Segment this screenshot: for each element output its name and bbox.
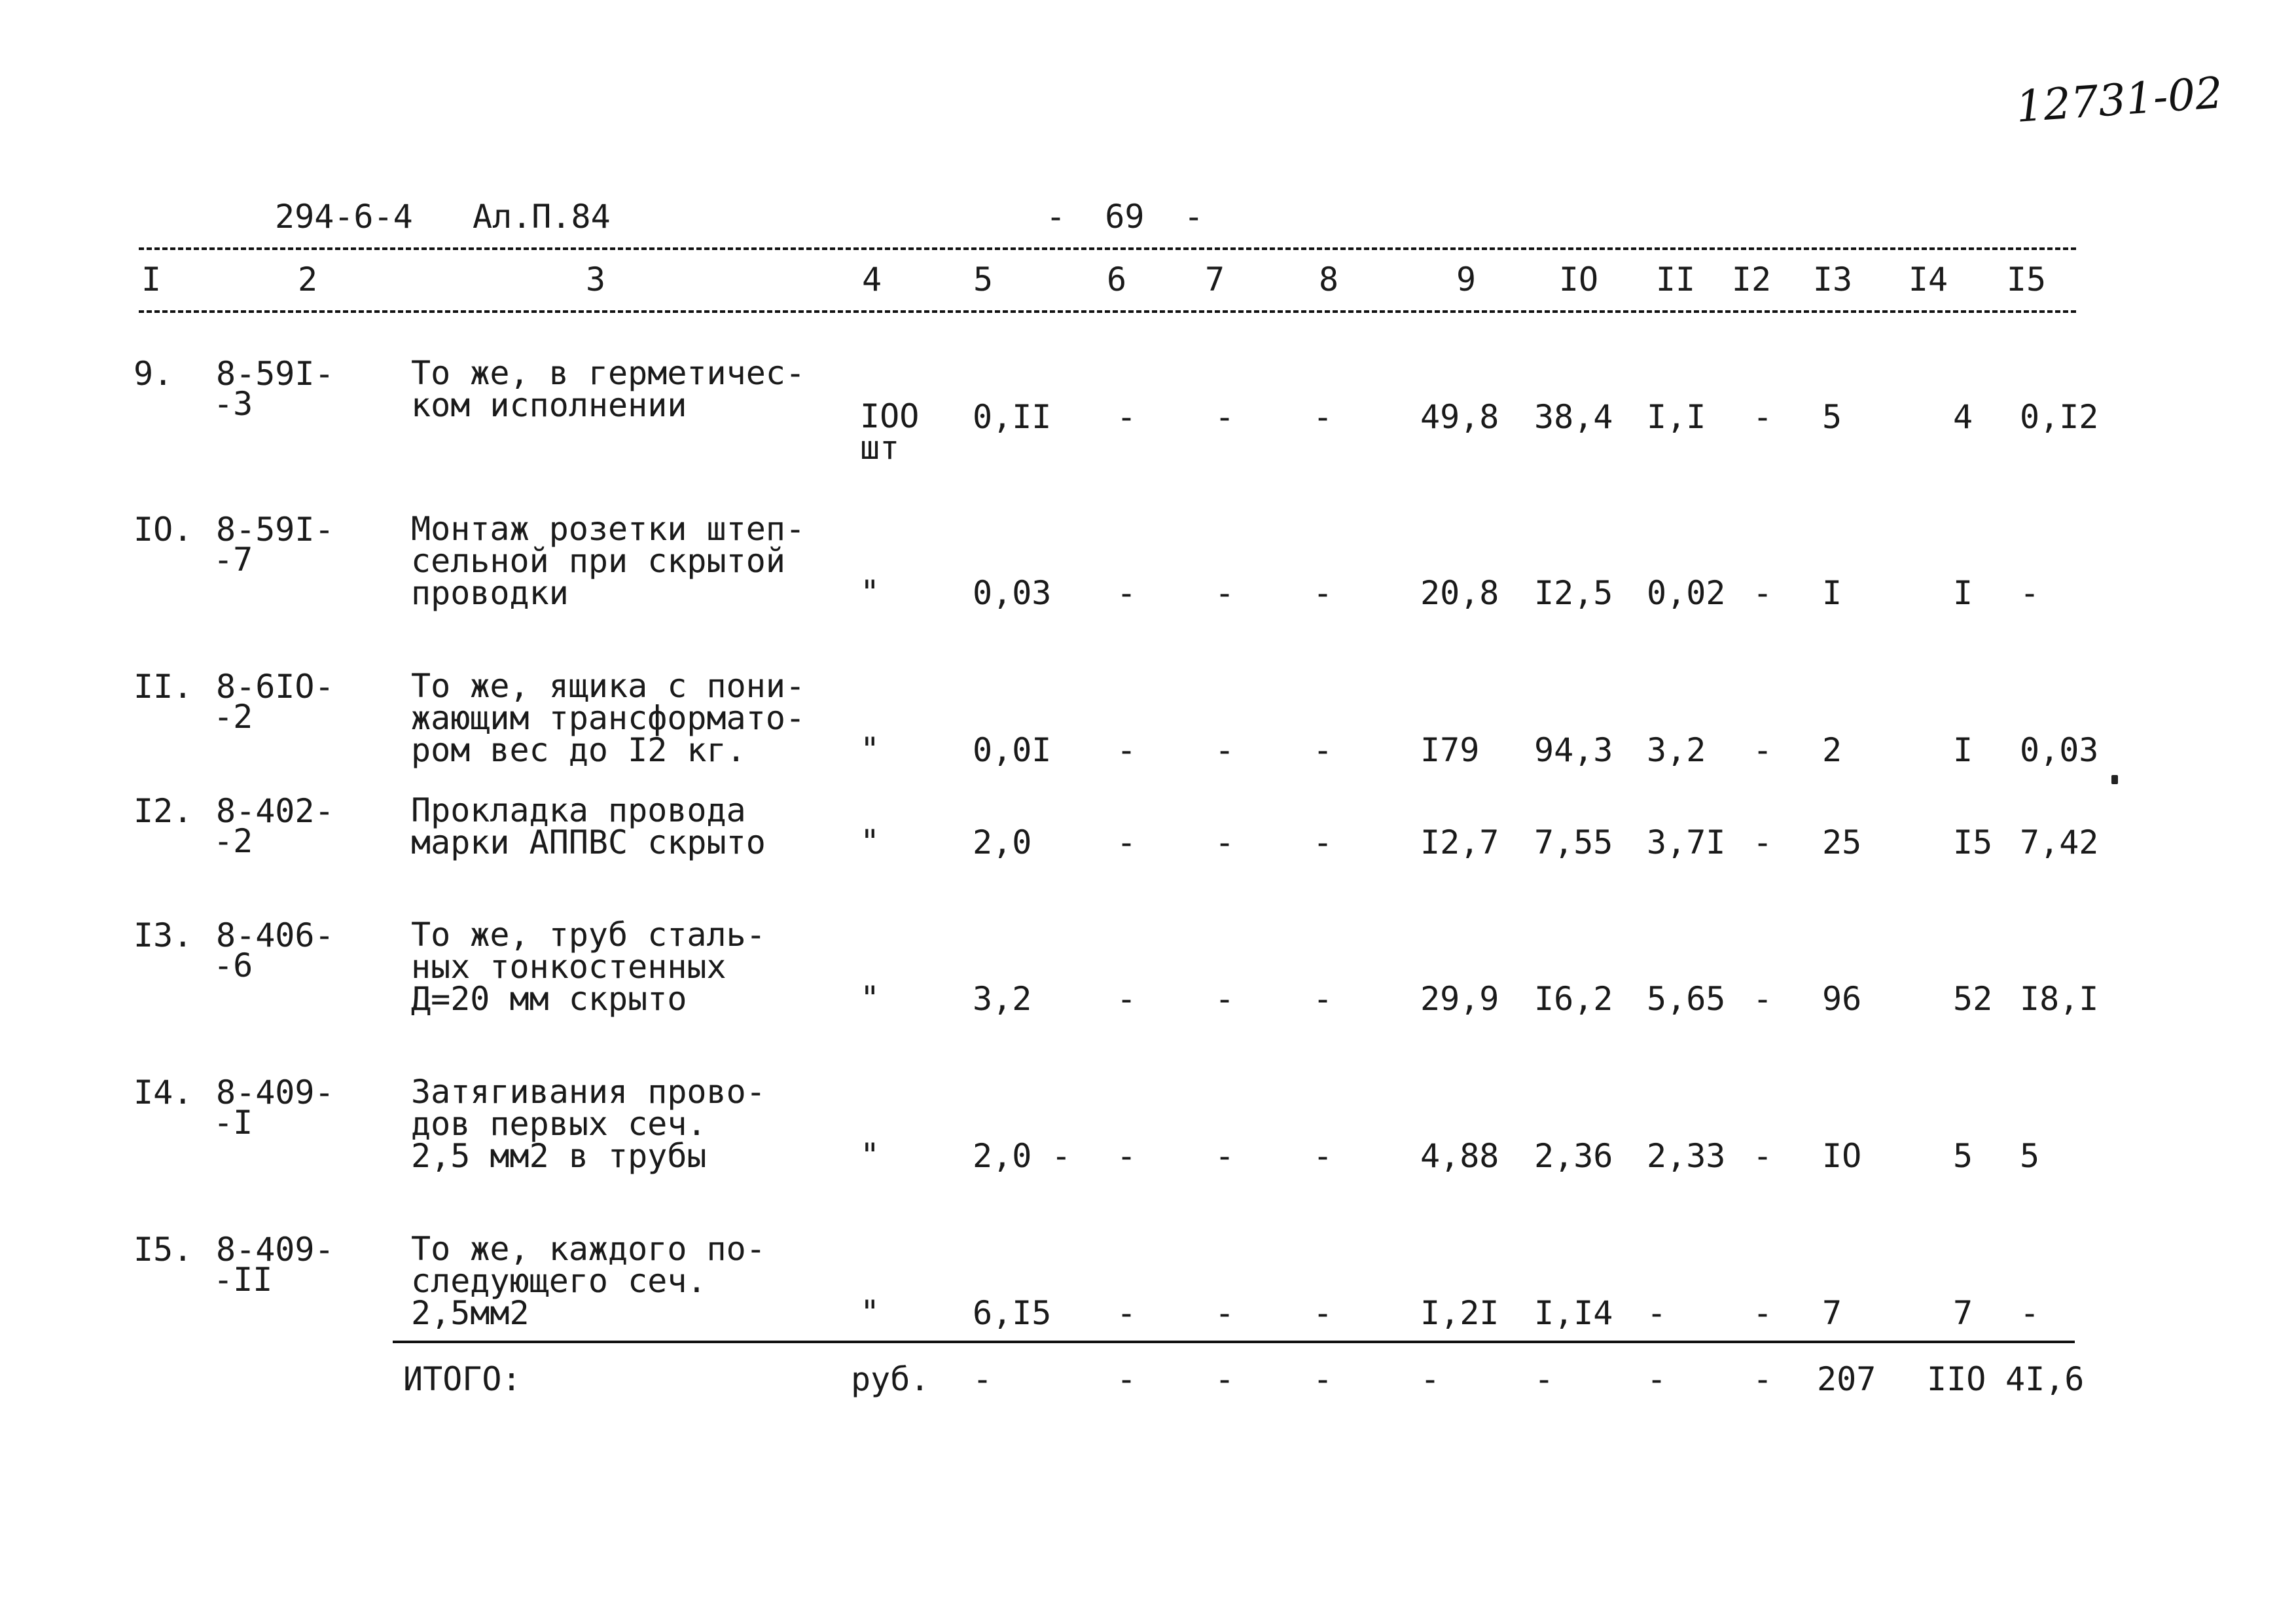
cell-c10: 2,36 (1534, 1137, 1613, 1175)
cell-c14: 5 (1953, 1137, 1973, 1175)
total-c12: - (1753, 1360, 1773, 1398)
cell-c13: 96 (1822, 980, 1862, 1018)
unit-of-measure: " (860, 823, 880, 861)
cell-c13: 7 (1822, 1294, 1842, 1332)
cell-c15: 5 (2020, 1137, 2040, 1175)
handwritten-document-number: 12731-02 (2014, 67, 2225, 132)
column-header: 8 (1318, 261, 1339, 298)
cell-c7: - (1215, 731, 1235, 769)
cell-c12: - (1753, 980, 1773, 1018)
work-description-line: проводки (411, 574, 569, 612)
cell-c6: - (1117, 980, 1137, 1018)
column-header: I4 (1908, 261, 1948, 298)
cell-c6: - (1117, 1137, 1137, 1175)
item-code-continuation: -II (213, 1261, 273, 1299)
cell-c9: 29,9 (1420, 980, 1499, 1018)
cell-c6: - (1117, 1294, 1137, 1332)
unit-of-measure: " (860, 731, 880, 768)
work-description-line: дов первых сеч. (411, 1105, 707, 1143)
cell-c6: - (1117, 398, 1137, 436)
cell-c15: - (2020, 574, 2040, 612)
work-description-line: сельной при скрытой (411, 542, 785, 580)
item-code: 8-59I- (216, 511, 334, 549)
cell-c7: - (1215, 980, 1235, 1018)
unit-of-measure: " (860, 1136, 880, 1174)
header-bottom-rule (139, 310, 2076, 313)
column-header: 4 (861, 261, 882, 298)
cell-c6: - (1117, 574, 1137, 612)
work-description-line: ром вес до I2 кг. (411, 731, 746, 769)
column-header: I (141, 261, 162, 298)
cell-c10: I6,2 (1534, 980, 1613, 1018)
cell-c8: - (1313, 731, 1333, 769)
cell-c5: 6,I5 (973, 1294, 1052, 1332)
column-header: 6 (1106, 261, 1127, 298)
cell-c7: - (1215, 823, 1235, 861)
cell-c14: I (1953, 731, 1973, 769)
column-header: 3 (585, 261, 606, 298)
cell-c5: 0,II (973, 398, 1052, 436)
unit-of-measure: IOO шт (860, 397, 920, 467)
item-code-continuation: -2 (213, 822, 253, 860)
item-code-continuation: -3 (213, 385, 253, 423)
cell-c14: I5 (1953, 823, 1993, 861)
cell-c13: 5 (1822, 398, 1842, 436)
cell-c5: 0,03 (973, 574, 1052, 612)
cell-c10: I2,5 (1534, 574, 1613, 612)
cell-c15: 7,42 (2020, 823, 2099, 861)
cell-c8: - (1313, 823, 1333, 861)
column-header: I5 (2006, 261, 2047, 298)
work-description-line: Монтаж розетки штеп- (411, 510, 806, 548)
item-code: 8-402- (216, 792, 334, 830)
work-description-line: Прокладка провода (411, 791, 746, 829)
item-code: 8-409- (216, 1074, 334, 1111)
item-code-continuation: -I (213, 1104, 253, 1142)
total-c13: 207 (1817, 1360, 1876, 1398)
cell-c8: - (1313, 398, 1333, 436)
work-description-line: 2,5 мм2 в трубы (411, 1137, 707, 1175)
column-header: I2 (1731, 261, 1772, 298)
cell-c14: I (1953, 574, 1973, 612)
cell-c13: 25 (1822, 823, 1862, 861)
item-code-continuation: -2 (213, 698, 253, 736)
cell-c9: 4,88 (1420, 1137, 1499, 1175)
cell-c7: - (1215, 1137, 1235, 1175)
row-number: 9. (134, 355, 173, 393)
total-c7: - (1215, 1360, 1235, 1398)
work-description-line: То же, ящика с пони- (411, 667, 806, 705)
item-code-continuation: -7 (213, 541, 253, 579)
total-unit: руб. (851, 1360, 930, 1398)
cell-c13: IO (1822, 1137, 1862, 1175)
total-c11: - (1647, 1360, 1667, 1398)
cell-c12: - (1753, 574, 1773, 612)
cell-c6: - (1117, 731, 1137, 769)
total-c15: 4I,6 (2005, 1360, 2085, 1398)
total-c5: - (973, 1360, 993, 1398)
total-c9: - (1420, 1360, 1441, 1398)
work-description-line: следующего сеч. (411, 1262, 707, 1300)
column-header: I3 (1812, 261, 1853, 298)
cell-c5: 2,0 (973, 823, 1032, 861)
sheet-number: Ал.П.84 (473, 198, 611, 236)
cell-c10: 7,55 (1534, 823, 1613, 861)
cell-c11: 3,7I (1647, 823, 1726, 861)
cell-c14: 52 (1953, 980, 1993, 1018)
cell-c15: - (2020, 1294, 2040, 1332)
item-code: 8-6IO- (216, 668, 334, 706)
work-description-line: То же, в герметичес- (411, 354, 806, 392)
cell-c11: 3,2 (1647, 731, 1706, 769)
cell-c15: 0,03 (2020, 731, 2099, 769)
work-description-line: Д=20 мм скрыто (411, 980, 687, 1018)
cell-c9: I2,7 (1420, 823, 1499, 861)
column-header: 9 (1456, 261, 1477, 298)
cell-c12: - (1753, 823, 1773, 861)
cell-c7: - (1215, 574, 1235, 612)
total-c14: IIO (1927, 1360, 1986, 1398)
cell-c11: 2,33 (1647, 1137, 1726, 1175)
work-description-line: Затягивания прово- (411, 1073, 766, 1111)
cell-c11: 5,65 (1647, 980, 1726, 1018)
item-code: 8-409- (216, 1231, 334, 1269)
column-header: IO (1558, 261, 1599, 298)
cell-c12: - (1753, 1294, 1773, 1332)
work-description-line: То же, каждого по- (411, 1230, 766, 1268)
item-code: 8-406- (216, 916, 334, 954)
work-description-line: ком исполнении (411, 386, 687, 424)
cell-c5: 0,0I (973, 731, 1052, 769)
cell-c11: I,I (1647, 398, 1706, 436)
total-rule (393, 1341, 2075, 1343)
total-c10: - (1534, 1360, 1554, 1398)
total-c6: - (1117, 1360, 1137, 1398)
row-number: I2. (134, 792, 193, 830)
column-header: 7 (1204, 261, 1225, 298)
column-header: II (1655, 261, 1696, 298)
cell-c12: - (1753, 731, 1773, 769)
work-description-line: марки АППВС скрыто (411, 823, 766, 861)
cell-c5: 3,2 (973, 980, 1032, 1018)
cell-c8: - (1313, 1294, 1333, 1332)
column-header: 5 (973, 261, 994, 298)
row-number: I5. (134, 1231, 193, 1269)
work-description-line: ных тонкостенных (411, 948, 726, 986)
total-label: ИТОГО: (403, 1360, 522, 1398)
cell-c15: 0,I2 (2020, 398, 2099, 436)
cell-c11: 0,02 (1647, 574, 1726, 612)
cell-c5: 2,0 - (973, 1137, 1071, 1175)
work-description-line: жающим трансформато- (411, 699, 806, 737)
cell-c14: 4 (1953, 398, 1973, 436)
total-c8: - (1313, 1360, 1333, 1398)
cell-c13: 2 (1822, 731, 1842, 769)
cell-c7: - (1215, 1294, 1235, 1332)
cell-c9: 49,8 (1420, 398, 1499, 436)
cell-c14: 7 (1953, 1294, 1973, 1332)
work-description-line: 2,5мм2 (411, 1294, 529, 1332)
cell-c10: I,I4 (1534, 1294, 1613, 1332)
work-description-line: То же, труб сталь- (411, 916, 766, 954)
cell-c7: - (1215, 398, 1235, 436)
page-number: - 69 - (1046, 198, 1204, 236)
cell-c13: I (1822, 574, 1842, 612)
cell-c10: 94,3 (1534, 731, 1613, 769)
unit-of-measure: " (860, 979, 880, 1017)
document-code: 294-6-4 (275, 198, 413, 236)
item-code: 8-59I- (216, 355, 334, 393)
unit-of-measure: " (860, 573, 880, 611)
cell-c9: 20,8 (1420, 574, 1499, 612)
header-top-rule (139, 247, 2076, 250)
row-number: II. (134, 668, 193, 706)
cell-c10: 38,4 (1534, 398, 1613, 436)
row-number: I4. (134, 1074, 193, 1111)
cell-c8: - (1313, 1137, 1333, 1175)
cell-c8: - (1313, 574, 1333, 612)
row-number: I3. (134, 916, 193, 954)
unit-of-measure: " (860, 1293, 880, 1331)
item-code-continuation: -6 (213, 947, 253, 984)
cell-c11: - (1647, 1294, 1667, 1332)
cell-c9: I79 (1420, 731, 1480, 769)
margin-mark (2111, 775, 2118, 784)
cell-c15: I8,I (2020, 980, 2099, 1018)
cell-c12: - (1753, 398, 1773, 436)
cell-c8: - (1313, 980, 1333, 1018)
cell-c12: - (1753, 1137, 1773, 1175)
cell-c9: I,2I (1420, 1294, 1499, 1332)
row-number: IO. (134, 511, 193, 549)
cell-c6: - (1117, 823, 1137, 861)
column-header: 2 (297, 261, 318, 298)
